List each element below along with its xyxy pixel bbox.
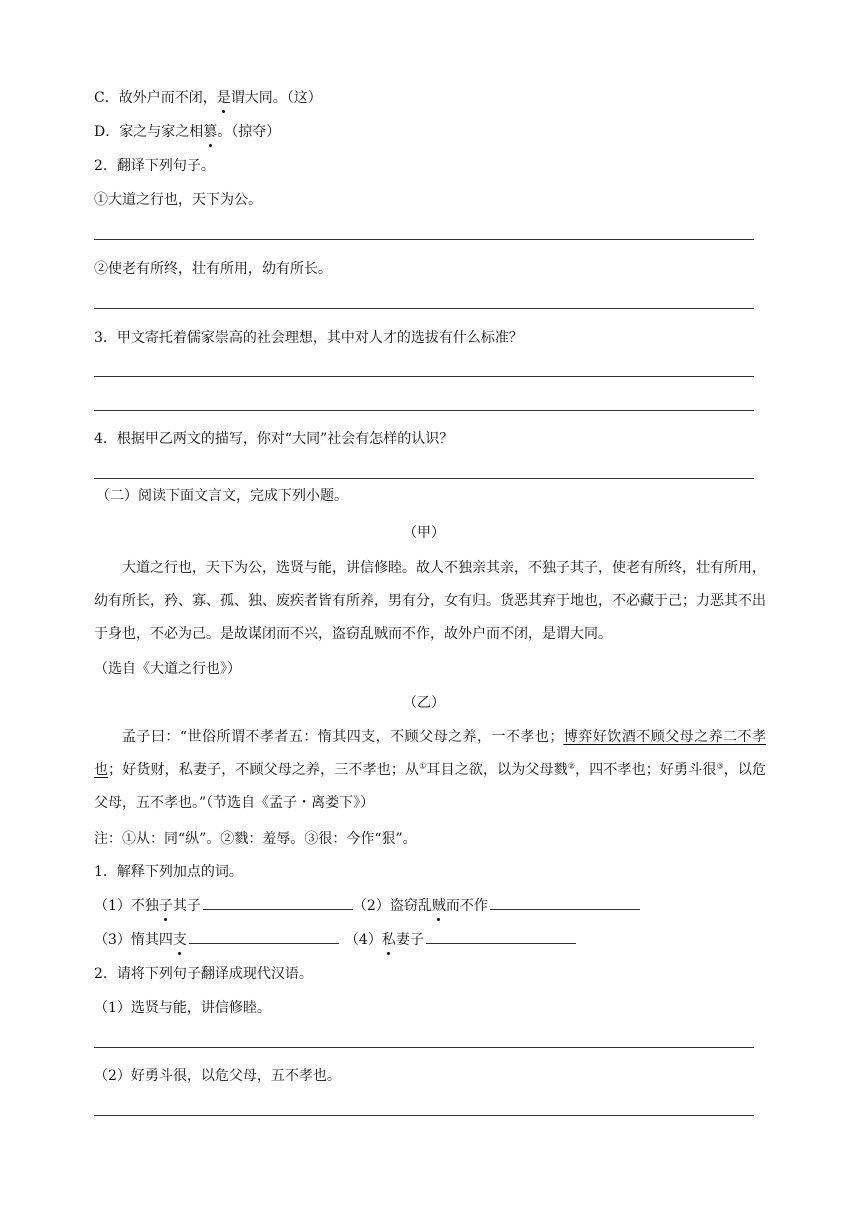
item-4-text-end: 妻子 [395, 932, 424, 948]
option-d [94, 122, 280, 142]
dotted-word: 子 [158, 898, 173, 914]
question-1-items-row-1 [94, 895, 640, 916]
passage-yi [94, 721, 766, 820]
item-4-text: （4） [344, 932, 382, 948]
answer-line[interactable] [94, 478, 754, 479]
option-c [94, 88, 322, 108]
item-1-text-end: 其子 [172, 898, 201, 914]
question-2-sentence-2: （2）好勇斗很，以危父母，五不孝也。 [94, 1068, 341, 1084]
question-2-sentence-1: ①大道之行也，天下为公。 [94, 192, 262, 208]
dotted-word: 是 [216, 90, 231, 106]
footnote-marker: ③ [716, 761, 724, 771]
passage-yi-text: 耳目之欲，以为父母戮 [426, 762, 568, 778]
item-2-text-end: 而不作 [445, 898, 488, 914]
passage-jia [94, 552, 766, 651]
passage-yi-text: ，四不孝也；好勇斗很 [575, 762, 717, 778]
passage-yi-text: 孟子曰：“世俗所谓不孝者五：惰其四支，不顾父母之养，一不孝也； [122, 729, 564, 745]
answer-blank[interactable] [426, 929, 576, 944]
footnote-marker: ② [567, 761, 576, 771]
question-2-title: 2．翻译下列句子。 [94, 158, 215, 174]
item-2-text: （2）盗窃乱 [352, 898, 432, 914]
option-d-text-end: 。（掠夺） [217, 124, 281, 140]
question-2-sentence-2: ②使老有所终，壮有所用，幼有所长。 [94, 261, 332, 277]
footnotes: 注：①从：同“纵”。②戮：羞辱。③很：今作“狠”。 [94, 831, 417, 847]
question-2-title: 2．请将下列句子翻译成现代汉语。 [94, 966, 313, 982]
passage-yi-text: ，以危父母，五不孝也。”（节选自《孟子・离娄下》） [94, 762, 767, 811]
item-1-text: （1）不独 [94, 898, 159, 914]
option-c-text-end: 谓大同。（这） [230, 90, 322, 106]
passage-jia-label: （甲） [403, 525, 445, 541]
question-4: 4．根据甲乙两文的描写，你对“大同”社会有怎样的认识？ [94, 431, 454, 447]
footnote-marker: ① [419, 761, 427, 771]
passage-yi-text: ；好货财，私妻子，不顾父母之养，三不孝也；从 [108, 762, 420, 778]
question-3: 3．甲文寄托着儒家崇高的社会理想，其中对人才的选拔有什么标准？ [94, 330, 523, 346]
answer-blank[interactable] [189, 929, 339, 944]
question-1-items-row-2 [94, 929, 576, 950]
answer-line[interactable] [94, 410, 754, 411]
passage-yi-label: （乙） [403, 695, 445, 711]
question-2-sentence-1: （1）选贤与能，讲信修睦。 [94, 1000, 271, 1016]
passage-jia-source: （选自《大道之行也》） [94, 661, 241, 677]
item-3-text: （3）惰其四 [94, 932, 173, 948]
answer-blank[interactable] [490, 895, 640, 910]
answer-line[interactable] [94, 376, 754, 377]
passage-jia-text: 大道之行也，天下为公，选贤与能，讲信修睦。故人不独亲其亲，不独子其子，使老有所终，壮有所用，幼有所长，矜、寡、孤、独、废疾者皆有所养，男有分，女有归。货恶其弃于地也，不必藏于己；力恶其不出于身也，不必为己。是故谋闭而不兴，盗窃乱贼而不作，故外户而不闭，是谓大同。 [94, 560, 766, 642]
dotted-word: 篡 [203, 124, 218, 140]
dotted-word: 支 [172, 932, 187, 948]
option-c-text: C．故外户而不闭， [94, 90, 217, 106]
answer-line[interactable] [94, 239, 754, 240]
answer-blank[interactable] [203, 895, 353, 910]
option-d-text: D．家之与家之相 [94, 124, 204, 140]
dotted-word: 贼 [431, 898, 446, 914]
answer-line[interactable] [94, 1115, 754, 1116]
dotted-word: 私 [381, 932, 396, 948]
answer-line[interactable] [94, 308, 754, 309]
answer-line[interactable] [94, 1047, 754, 1048]
underlined-sentence: 博弈好饮酒不顾父母之养二不孝也 [94, 729, 767, 778]
section-2-heading: （二）阅读下面文言文，完成下列小题。 [96, 488, 348, 504]
question-1-title: 1．解释下列加点的词。 [94, 864, 243, 880]
